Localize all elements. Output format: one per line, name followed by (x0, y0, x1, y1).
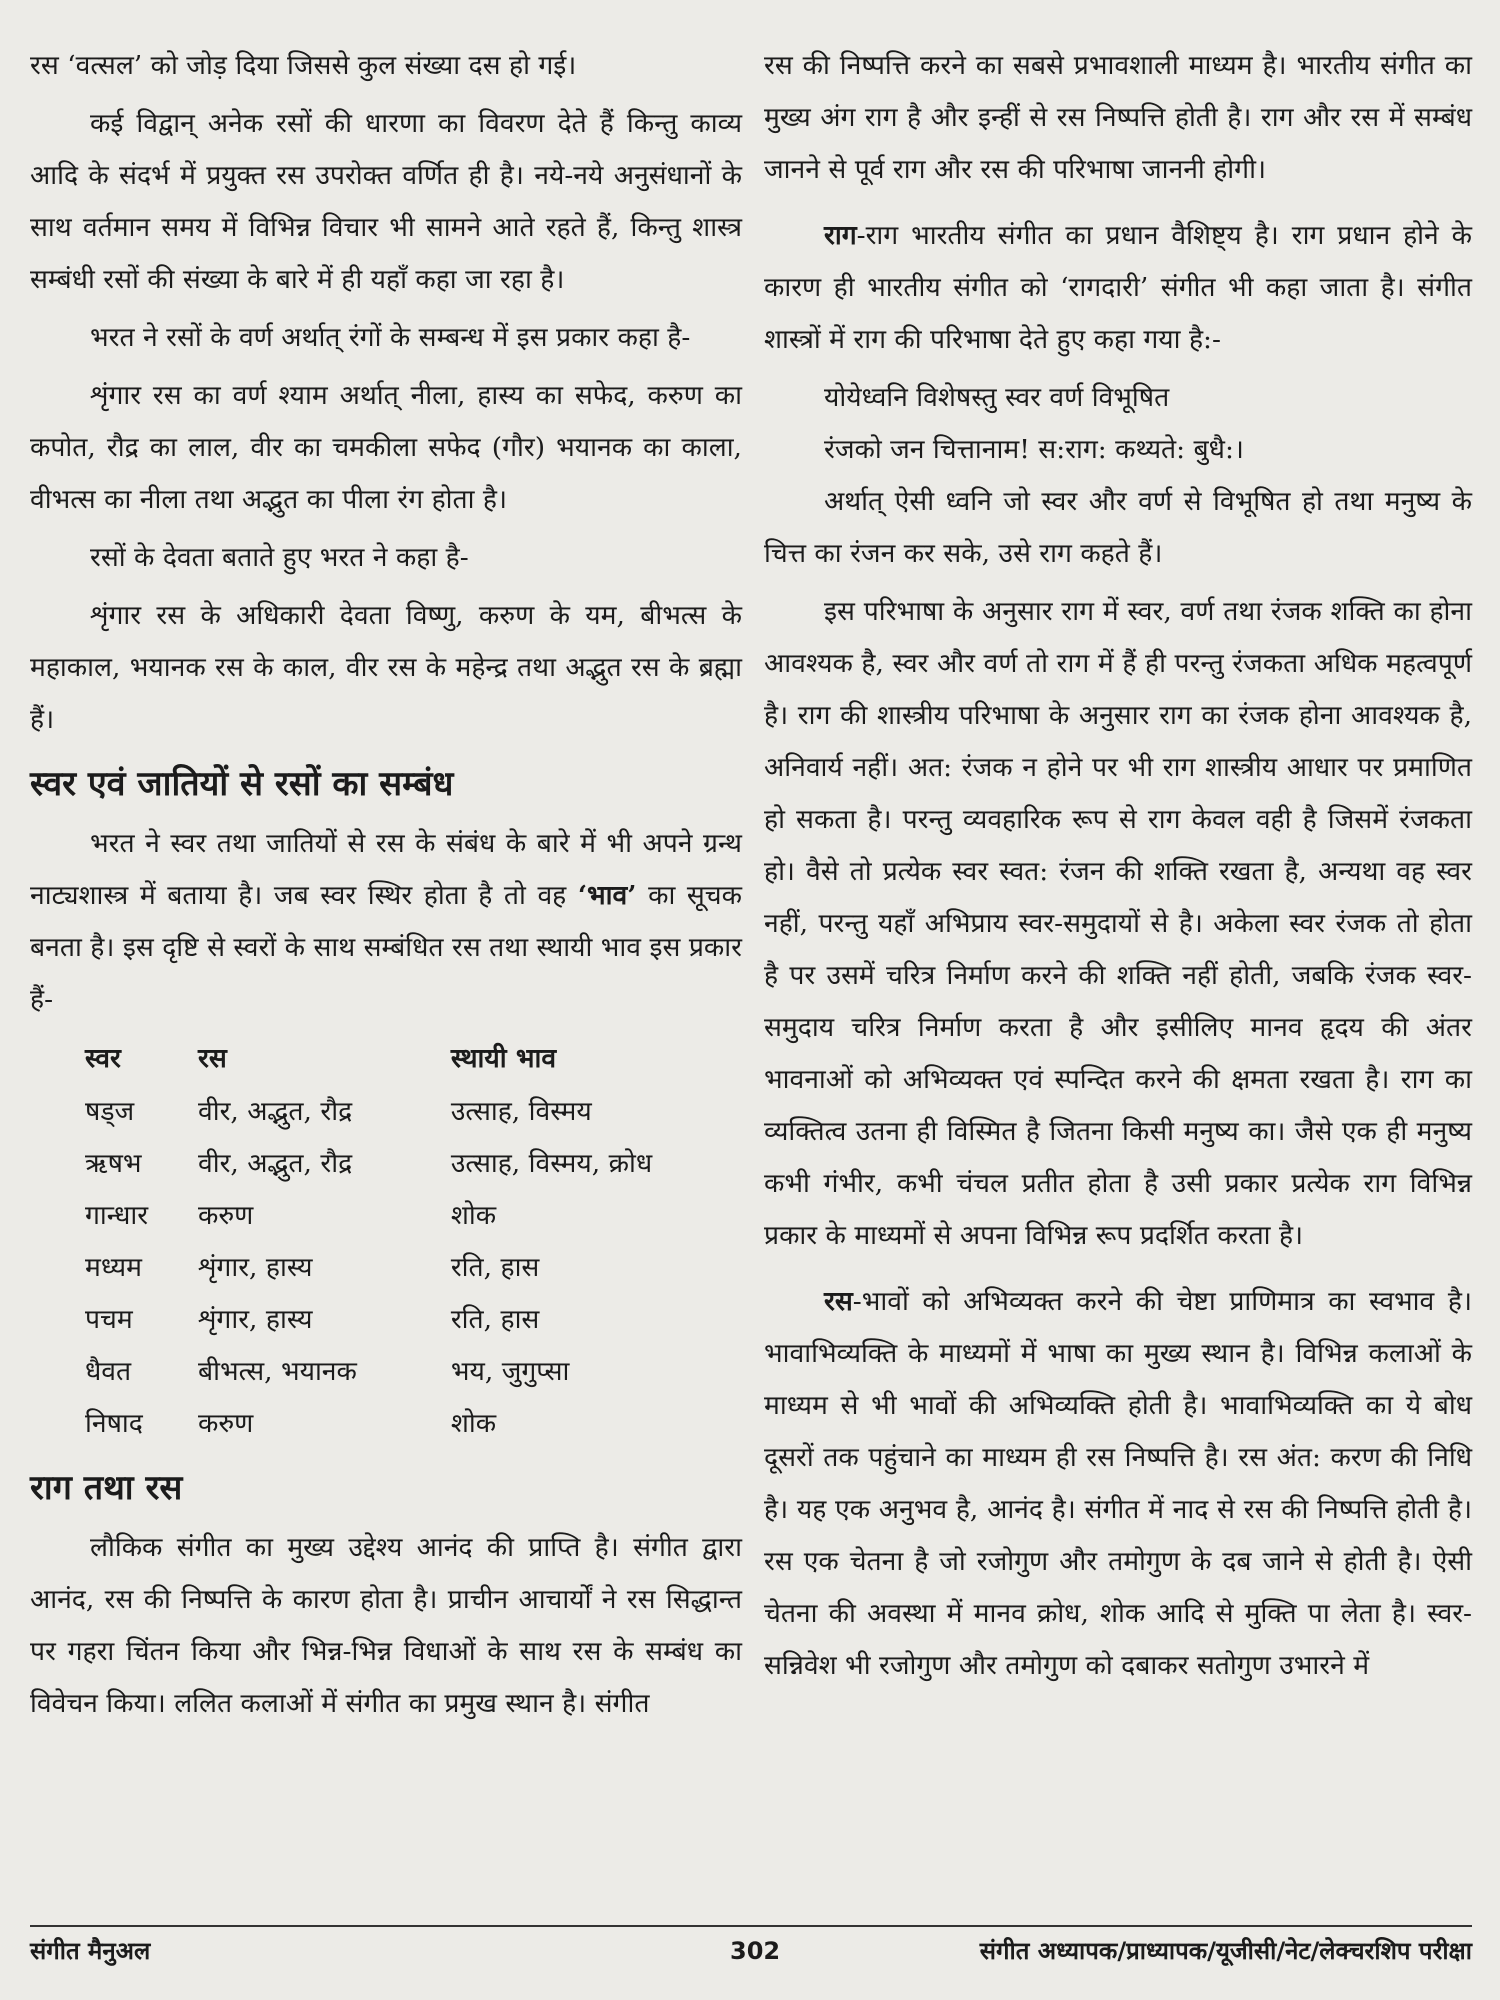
paragraph: रसों के देवता बताते हुए भरत ने कहा है- (90, 542, 469, 573)
table-cell: षड्ज (85, 1096, 135, 1127)
table-cell: उत्साह, विस्मय (450, 1096, 592, 1127)
table-row (85, 1242, 742, 1294)
text-run: -भावों को अभिव्यक्त करने की चेष्टा प्राणिमात्र का स्वभाव है। भावाभिव्यक्ति के माध्यमों में भाषा का मुख्य स्थान है। विभिन्न कलाओं के माध्यम से भी भावों की अभिव्यक्ति होती है। भावाभिव्यक्ति का ये बोध दूसरों तक पहुंचाने का माध्यम ही रस निष्पत्ति है। रस अंत: करण की निधि है। यह एक अनुभव है, आनंद है। संगीत में नाद से रस की निष्पत्ति होती है। रस एक चेतना है जो रजोगुण और तमोगुण के दब जाने से होती है। ऐसी चेतना की अवस्था में मानव क्रोध, शोक आदि से मुक्ति पा लेता है। स्वर-सन्निवेश भी रजोगुण और तमोगुण को दबाकर सतोगुण उभारने में (764, 1286, 1472, 1681)
section-heading: राग तथा रस (30, 1468, 183, 1508)
table-cell: करुण (197, 1200, 254, 1231)
paragraph: अर्थात् ऐसी ध्वनि जो स्वर और वर्ण से विभूषित हो तथा मनुष्य के चित्त का रंजन कर सके, उसे राग कहते हैं। (764, 486, 1472, 569)
column-header: रस (197, 1043, 227, 1074)
table-row (85, 1294, 742, 1346)
paragraph: इस परिभाषा के अनुसार राग में स्वर, वर्ण तथा रंजक शक्ति का होना आवश्यक है, स्वर और वर्ण तो राग में हैं ही परन्तु रंजकता अधिक महत्वपूर्ण है। राग की शास्त्रीय परिभाषा के अनुसार राग का रंजक होना आवश्यक है, अनिवार्य नहीं। अत: रंजक न होने पर भी राग शास्त्रीय आधार पर प्रमाणित हो सकता है। परन्तु व्यवहारिक रूप से राग केवल वही है जिसमें रंजकता हो। वैसे तो प्रत्येक स्वर स्वत: रंजन की शक्ति रखता है, अन्यथा वह स्वर नहीं, परन्तु यहाँ अभिप्राय स्वर-समुदायों से है। अकेला स्वर रंजक तो होता है पर उसमें चरित्र निर्माण करने की शक्ति नहीं होती, जबकि रंजक स्वर-समुदाय चरित्र निर्माण करता है और इसीलिए मानव हृदय की अंतर भावनाओं को अभिव्यक्त एवं स्पन्दित करने की क्षमता रखता है। राग का व्यक्तित्व उतना ही विस्मित है जितना किसी मनुष्य का। जैसे एक ही मनुष्य कभी गंभीर, कभी चंचल प्रतीत होता है उसी प्रकार प्रत्येक राग विभिन्न प्रकार के माध्यमों से अपना विभिन्न रूप प्रदर्शित करता है। (764, 596, 1472, 1251)
table-cell: भय, जुगुप्सा (450, 1356, 570, 1387)
book-title: संगीत मैनुअल (30, 1937, 151, 1965)
table-cell: निषाद (85, 1408, 143, 1439)
table-cell: उत्साह, विस्मय, क्रोध (450, 1148, 653, 1179)
table-cell: रति, हास (450, 1304, 540, 1335)
paragraph: शृंगार रस का वर्ण श्याम अर्थात् नीला, हास्य का सफेद, करुण का कपोत, रौद्र का लाल, वीर का चमकीला सफेद (गौर) भयानक का काला, वीभत्स का नीला तथा अद्भुत का पीला रंग होता है। (30, 380, 742, 515)
table-row (85, 1398, 742, 1450)
sanskrit-verse-line: रंजको जन चित्तानाम! स:राग: कथ्यते: बुधै:। (824, 434, 1244, 465)
table-row (85, 1346, 742, 1398)
bold-term: ‘भाव’ (577, 880, 637, 911)
text-run: भरत ने स्वर तथा जातियों से रस के संबंध के बारे में भी अपने ग्रन्थ नाट्यशास्त्र में बताया है। जब स्वर स्थिर होता है तो वह (30, 828, 742, 911)
bold-term: रस (824, 1286, 853, 1317)
paragraph (30, 818, 742, 1026)
paragraph: भरत ने रसों के वर्ण अर्थात् रंगों के सम्बन्ध में इस प्रकार कहा है- (90, 322, 691, 353)
table-cell: शृंगार, हास्य (197, 1252, 313, 1283)
table-cell: धैवत (85, 1356, 132, 1387)
page-number: 302 (730, 1937, 781, 1965)
table-cell: गान्धार (85, 1200, 149, 1231)
table-row (85, 1086, 742, 1138)
table-cell: करुण (197, 1408, 254, 1439)
text-run: का सूचक बनता है। इस दृष्टि से स्वरों के साथ सम्बंधित रस तथा स्थायी भाव इस प्रकार हैं- (30, 880, 742, 1015)
table-cell: रति, हास (450, 1252, 540, 1283)
text-run: -राग भारतीय संगीत का प्रधान वैशिष्ट्य है। राग प्रधान होने के कारण ही भारतीय संगीत को ‘रागदारी’ संगीत भी कहा जाता है। संगीत शास्त्रों में राग की परिभाषा देते हुए कहा गया है:- (764, 220, 1472, 355)
paragraph (764, 210, 1472, 366)
table-cell: मध्यम (85, 1252, 143, 1283)
exam-series-title: संगीत अध्यापक/प्राध्यापक/यूजीसी/नेट/लेक्चरशिप परीक्षा (979, 1937, 1472, 1965)
table-cell: शृंगार, हास्य (197, 1304, 313, 1335)
table-cell: पचम (85, 1304, 133, 1335)
table-cell: शोक (450, 1408, 497, 1439)
table-row (85, 1138, 742, 1190)
table-cell: शोक (450, 1200, 497, 1231)
table-cell: वीर, अद्भुत, रौद्र (197, 1096, 353, 1127)
column-header: स्वर (85, 1043, 121, 1074)
table-row (85, 1190, 742, 1242)
paragraph: शृंगार रस के अधिकारी देवता विष्णु, करुण के यम, बीभत्स के महाकाल, भयानक रस के काल, वीर रस के महेन्द्र तथा अद्भुत रस के ब्रह्मा हैं। (30, 600, 742, 735)
paragraph: रस की निष्पत्ति करने का सबसे प्रभावशाली माध्यम है। भारतीय संगीत का मुख्य अंग राग है और इन्हीं से रस निष्पत्ति होती है। राग और रस में सम्बंध जानने से पूर्व राग और रस की परिभाषा जाननी होगी। (764, 50, 1472, 185)
paragraph: लौकिक संगीत का मुख्य उद्देश्य आनंद की प्राप्ति है। संगीत द्वारा आनंद, रस की निष्पत्ति के कारण होता है। प्राचीन आचार्यों ने रस सिद्धान्त पर गहरा चिंतन किया और भिन्न-भिन्न विधाओं के साथ रस के सम्बंध का विवेचन किया। ललित कलाओं में संगीत का प्रमुख स्थान है। संगीत (30, 1532, 742, 1719)
paragraph: कई विद्वान् अनेक रसों की धारणा का विवरण देते हैं किन्तु काव्य आदि के संदर्भ में प्रयुक्त रस उपरोक्त वर्णित ही है। नये-नये अनुसंधानों के साथ वर्तमान समय में विभिन्न विचार भी सामने आते रहते हैं, किन्तु शास्त्र सम्बंधी रसों की संख्या के बारे में ही यहाँ कहा जा रहा है। (30, 108, 742, 295)
table-header-row (85, 1032, 742, 1086)
right-column (764, 40, 1472, 1698)
sanskrit-verse-line: योयेध्वनि विशेषस्तु स्वर वर्ण विभूषित (824, 382, 1170, 413)
column-header: स्थायी भाव (450, 1043, 557, 1074)
paragraph: रस ‘वत्सल’ को जोड़ दिया जिससे कुल संख्या दस हो गई। (30, 50, 577, 81)
section-heading: स्वर एवं जातियों से रसों का सम्बंध (30, 764, 454, 804)
table-cell: ऋषभ (85, 1148, 142, 1179)
page-footer (30, 1925, 1472, 1967)
table-cell: वीर, अद्भुत, रौद्र (197, 1148, 353, 1179)
bold-term: राग (824, 220, 857, 251)
swar-rasa-table (85, 1032, 742, 1450)
left-column (30, 40, 742, 1736)
paragraph (764, 1276, 1472, 1692)
table-cell: बीभत्स, भयानक (197, 1356, 357, 1387)
